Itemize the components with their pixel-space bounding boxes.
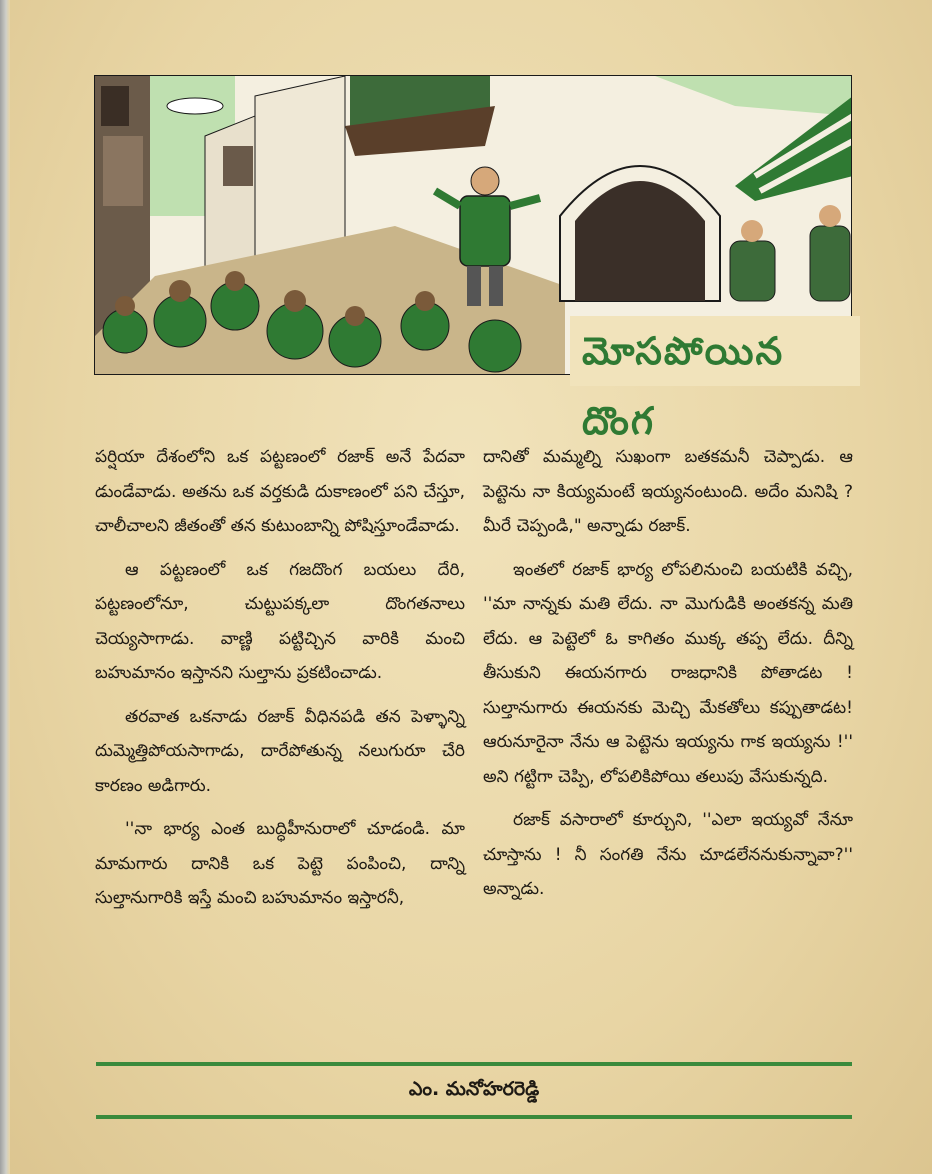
paragraph: దానితో మమ్మల్ని సుఖంగా బతకమనీ చెప్పాడు. ఆ పెట్టెను నా కియ్యమంటే ఇయ్యనంటుంది. అదేం మనిషి ? మీరే చెప్పండి," అన్నాడు రజాక్.	[483, 447, 853, 536]
page-edge	[0, 0, 10, 1174]
author-byline: ఎం. మనోహరరెడ్డి	[408, 1078, 540, 1100]
paragraph: ''నా భార్య ఎంత బుద్ధిహీనురాలో చూడండి. మా మామగారు దానికి ఒక పెట్టె పంపించి, దాన్ని సుల్తానుగారికి ఇస్తే మంచి బహుమానం ఇస్తారనీ,	[95, 819, 465, 908]
divider-bottom	[96, 1115, 852, 1119]
text-column-right	[483, 440, 853, 916]
paragraph: తరవాత ఒకనాడు రజాక్ వీధినపడి తన పెళ్ళాన్ని దుమ్మెత్తిపోయసాగాడు, దారేపోతున్న నలుగురూ చేరి కారణం అడిగారు.	[95, 706, 465, 796]
paragraph: పర్షియా దేశంలోని ఒక పట్టణంలో రజాక్ అనే పేదవా డుండేవాడు. అతను ఒక వర్తకుడి దుకాణంలో పని చేస్తూ, చాలీచాలని జీతంతో తన కుటుంబాన్ని పోషిస్తూండేవాడు.	[95, 447, 465, 536]
divider-top	[96, 1062, 852, 1066]
paragraph: ఇంతలో రజాక్ భార్య లోపలినుంచి బయటికి వచ్చి, ''మా నాన్నకు మతి లేదు. నా మొగుడికి అంతకన్న మతి లేదు. ఆ పెట్టెలో ఓ కాగితం ముక్క తప్ప లేదు. దీన్ని తీసుకుని ఈయనగారు రాజధానికి పోతాడట ! సుల్తానుగారు ఈయనకు మెచ్చి మేకతోలు కప్పుతాడట! ఆరునూరైనా నేను ఆ పెట్టెను ఇయ్యను గాక ఇయ్యను !'' అని గట్టిగా చెప్పి, లోపలికిపోయి తలుపు వేసుకున్నది.	[483, 559, 853, 787]
story-title: మోసపోయిన దొంగ	[570, 316, 860, 386]
paragraph: రజాక్ వసారాలో కూర్చుని, ''ఎలా ఇయ్యవో నేనూ చూస్తాను ! నీ సంగతి నేను చూడలేననుకున్నావా?'' అన్నాడు.	[483, 810, 853, 899]
text-column-left	[95, 440, 465, 925]
paragraph: ఆ పట్టణంలో ఒక గజదొంగ బయలు దేరి, పట్టణంలోనూ, చుట్టుపక్కలా దొంగతనాలు చెయ్యసాగాడు. వాణ్ణి పట్టిచ్చిన వారికి మంచి బహుమానం ఇస్తానని సుల్తాను ప్రకటించాడు.	[95, 559, 465, 683]
